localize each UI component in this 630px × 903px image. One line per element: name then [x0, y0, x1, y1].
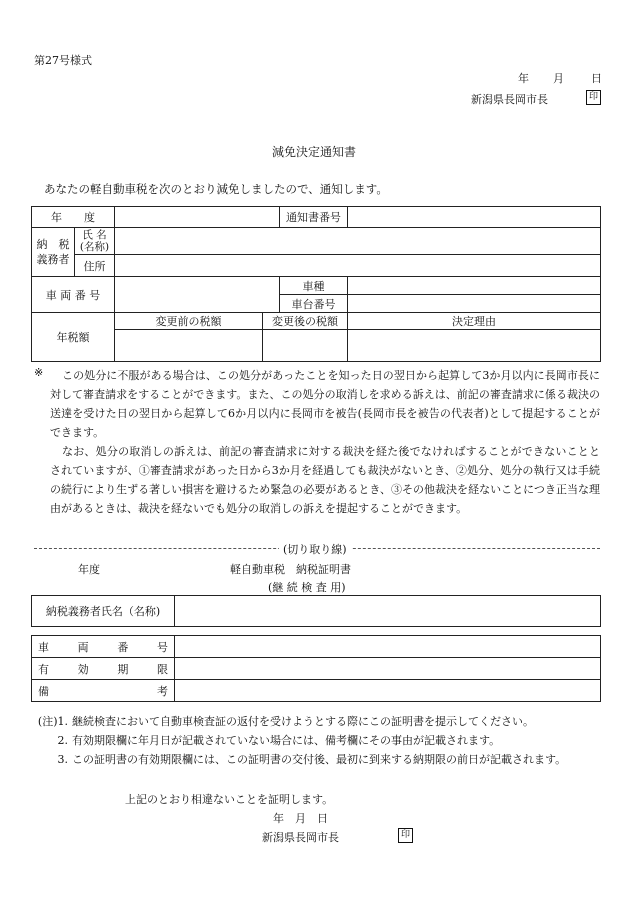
- notice-paragraph-2: なお、処分の取消しの訴えは、前記の審査請求に対する裁決を経た後でなければすることができないこととされていますが、①審査請求があった日から3か月を経過しても裁決がないとき、②処分、処分の執行又は手続の続行により生ずる著しい損害を避けるため緊急の必要があるとき、③その他裁決を経ないことにつき正当な理由があるときは、裁決を経ないでも処分の取消しの訴えを提起することができます。: [50, 445, 600, 515]
- date-day: 日: [591, 72, 602, 85]
- certificate-year-label: 年度: [78, 563, 100, 576]
- issuer-seal: 印: [586, 90, 601, 105]
- chassis-number-value[interactable]: [348, 295, 601, 313]
- note-text-2: 有効期限欄に年月日が記載されていない場合には、備考欄にその事由が記載されます。: [72, 734, 501, 747]
- name-label-line2: (名称): [79, 241, 110, 253]
- date-month: 月: [553, 72, 564, 85]
- footer-issuer-seal: 印: [398, 828, 413, 843]
- vehicle-number-row-label: [32, 636, 175, 658]
- note-item: [34, 712, 614, 731]
- remarks-row-value[interactable]: [175, 680, 601, 702]
- reason-label: 決定理由: [348, 313, 601, 330]
- taxpayer-label-line2: 義務者: [36, 253, 70, 266]
- issuer-name: 新潟県長岡市長: [471, 93, 548, 106]
- date-year: 年: [518, 72, 529, 85]
- vp-char-3: 期: [117, 662, 129, 676]
- vn-char-4: 号: [156, 640, 168, 654]
- vn-char-2: 両: [77, 640, 89, 654]
- fiscal-year-label: 年 度: [32, 207, 115, 228]
- vn-char-1: 車: [38, 640, 49, 654]
- name-label-line1: 氏 名: [82, 229, 107, 241]
- note-item: [34, 750, 614, 769]
- address-value[interactable]: [115, 255, 601, 277]
- taxpayer-name-value[interactable]: [175, 596, 601, 627]
- validity-row-value[interactable]: [175, 658, 601, 680]
- rm-char-1: 備: [38, 684, 49, 698]
- notice-text: [50, 366, 600, 518]
- name-label: [75, 228, 115, 255]
- notice-paragraph-1: この処分に不服がある場合は、この処分があったことを知った日の翌日から起算して3か月以内に長岡市長に対して審査請求をすることができます。また、この処分の取消しを求める訴えは、前記の審査請求に係る裁決の送達を受けた日の翌日から起算して6か月以内に長岡市を被告(長岡市長を被告の代表者)として提起することができます。: [50, 369, 600, 439]
- footer-issuer-name: 新潟県長岡市長: [262, 831, 339, 844]
- vp-char-2: 効: [77, 662, 89, 676]
- notes-block: [34, 712, 614, 769]
- chassis-number-label: 車台番号: [280, 295, 348, 313]
- certificate-subtitle: (継 続 検 査 用): [268, 581, 346, 594]
- document-title: 減免決定通知書: [272, 145, 357, 159]
- name-value[interactable]: [115, 228, 601, 255]
- after-tax-value[interactable]: [263, 330, 348, 362]
- after-tax-label: 変更後の税額: [263, 313, 348, 330]
- taxpayer-label-line1: 納 税: [36, 238, 70, 251]
- annual-tax-label: 年税額: [32, 313, 115, 362]
- note-num-2: 2.: [57, 734, 68, 747]
- vehicle-type-value[interactable]: [348, 277, 601, 295]
- certificate-table: [31, 635, 601, 702]
- intro-text: あなたの軽自動車税を次のとおり減免しましたので、通知します。: [44, 182, 388, 196]
- note-item: [34, 731, 614, 750]
- certificate-title: 軽自動車税 納税証明書: [230, 563, 351, 576]
- before-tax-value[interactable]: [115, 330, 263, 362]
- form-number: 第27号様式: [34, 54, 92, 67]
- reason-value[interactable]: [348, 330, 601, 362]
- cut-line-label: (切り取り線): [279, 541, 351, 557]
- note-text-1: 継続検査において自動車検査証の返付を受けようとする際にこの証明書を提示してください。: [72, 715, 534, 728]
- taxpayer-name-table: [31, 595, 601, 627]
- notice-number-label: 通知書番号: [280, 207, 348, 228]
- validity-row-label: [32, 658, 175, 680]
- note-prefix-and-num: (注)1.: [37, 715, 68, 728]
- vehicle-number-value[interactable]: [115, 277, 280, 313]
- vn-char-3: 番: [117, 640, 129, 654]
- fiscal-year-value[interactable]: [115, 207, 280, 228]
- reduction-table: [31, 206, 601, 362]
- vehicle-number-row-value[interactable]: [175, 636, 601, 658]
- taxpayer-label: [32, 228, 75, 277]
- attestation-text: 上記のとおり相違ないことを証明します。: [125, 793, 334, 806]
- remarks-row-label: [32, 680, 175, 702]
- vp-char-4: 限: [156, 662, 168, 676]
- rm-char-2: 考: [157, 684, 168, 698]
- note-num-3: 3.: [57, 753, 68, 766]
- vehicle-type-label: 車種: [280, 277, 348, 295]
- note-text-3: この証明書の有効期限欄には、この証明書の交付後、最初に到来する納期限の前日が記載されます。: [72, 753, 567, 766]
- taxpayer-name-label: 納税義務者氏名（名称): [32, 596, 175, 627]
- vehicle-number-label: 車 両 番 号: [32, 277, 115, 313]
- footer-date: 年 月 日: [273, 812, 328, 825]
- notice-mark: ※: [34, 366, 44, 379]
- before-tax-label: 変更前の税額: [115, 313, 263, 330]
- address-label: 住所: [75, 255, 115, 277]
- vp-char-1: 有: [38, 662, 49, 676]
- notice-number-value[interactable]: [348, 207, 601, 228]
